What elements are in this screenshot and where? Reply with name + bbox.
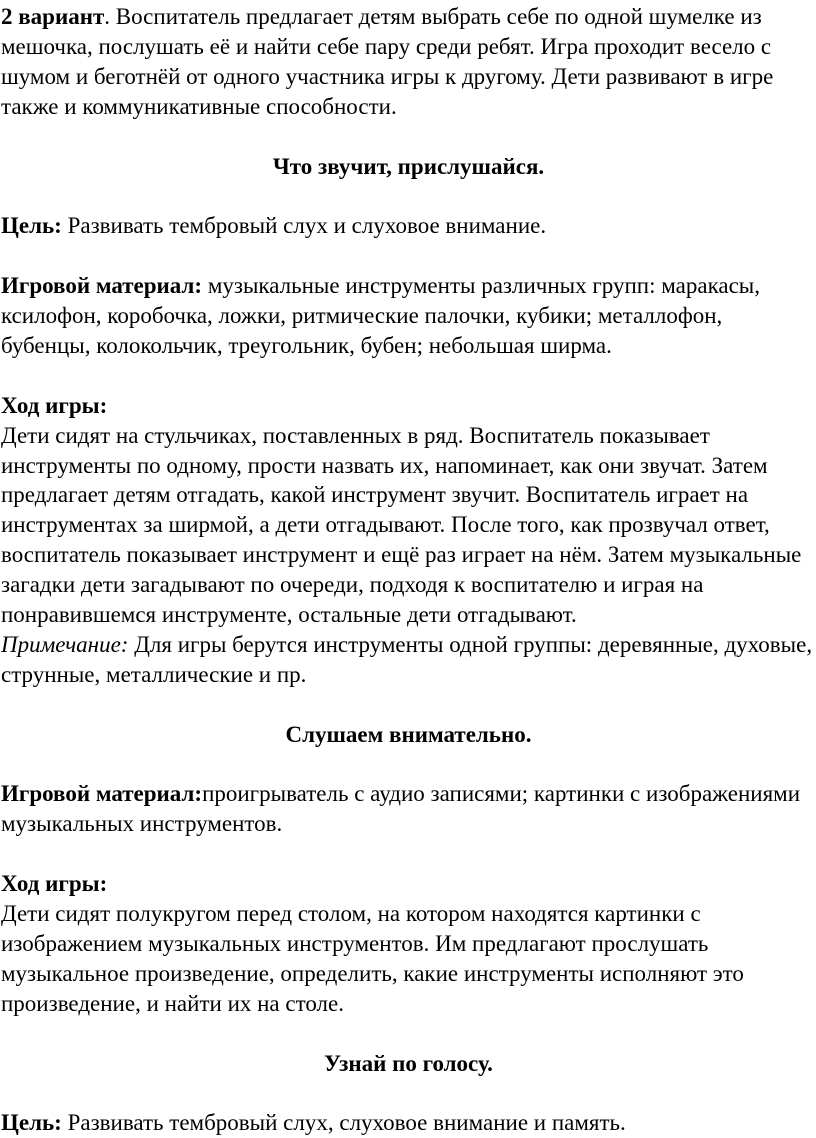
game-2-material [1, 779, 816, 839]
game-2-material-text: проигрыватель с аудио записями; картинки с изображениями музыкальных инструментов. [1, 781, 801, 837]
variant-2-label: 2 вариант [1, 4, 105, 29]
game-1-goal [1, 211, 816, 241]
game-1-course-label: Ход игры: [1, 392, 108, 418]
game-3-title: Узнай по голосу. [324, 1050, 493, 1076]
spacer [1, 181, 816, 211]
game-1-material-label: Игровой материал: [1, 273, 203, 299]
spacer [1, 241, 816, 271]
game-2-title: Слушаем внимательно. [285, 721, 532, 747]
variant-2-text: . Воспитатель предлагает детям выбрать себе по одной шумелке из мешочка, послушать её и найти себе пару среди ребят. Игра проходит весело с шумом и беготнёй от одного участника игры к другому. Дети развивают в игре также и коммуникативные способности. [1, 4, 774, 119]
game-1-material-text: музыкальные инструменты различных групп: маракасы, ксилофон, коробочка, ложки, ритмические палочки, кубики; металлофон, бубенцы, колокольчик, треугольник, бубен; небольшая ширма. [1, 273, 761, 358]
game-1-material [1, 271, 816, 361]
game-2-material-label: Игровой материал: [1, 781, 203, 807]
game-1-course-text: Дети сидят на стульчиках, поставленных в ряд. Воспитатель показывает инструменты по одному, прости назвать их, напоминает, как они звучат. Затем предлагает детям отгадать, какой инструмент звучит. Воспитатель играет на инструментах за ширмой, а дети отгадывают. После того, как прозвучал ответ, воспитатель показывает инструмент и ещё раз играет на нём. Затем музыкальные загадки дети загадывают по очереди, подходя к воспитателю и играя на понравившемся инструменте, остальные дети отгадывают. [1, 422, 802, 628]
spacer [1, 690, 816, 720]
game-3-goal-label: Цель: [1, 1110, 62, 1136]
variant-2-paragraph [1, 2, 816, 122]
game-1-note-text: Для игры берутся инструменты одной группы: деревянные, духовые, струнные, металлические и пр. [1, 631, 813, 687]
spacer [1, 122, 816, 152]
game-3-goal [1, 1108, 816, 1138]
game-1-note-label: Примечание: [1, 631, 129, 657]
spacer [1, 839, 816, 869]
game-2-course-label: Ход игры: [1, 871, 108, 897]
game-1-goal-label: Цель: [1, 213, 62, 239]
game-2-course-text: Дети сидят полукругом перед столом, на котором находятся картинки с изображением музыкальных инструментов. Им предлагают прослушать музыкальное произведение, определить, какие инструменты исполняют это произведение, и найти их на столе. [1, 901, 744, 1016]
spacer [1, 1019, 816, 1049]
game-1-note [1, 630, 816, 690]
spacer [1, 1079, 816, 1109]
game-1-title: Что звучит, прислушайся. [272, 153, 545, 179]
spacer [1, 361, 816, 391]
spacer [1, 750, 816, 780]
game-3-goal-text: Развивать тембровый слух, слуховое внимание и память. [61, 1110, 626, 1136]
game-1-goal-text: Развивать тембровый слух и слуховое внимание. [61, 213, 547, 239]
